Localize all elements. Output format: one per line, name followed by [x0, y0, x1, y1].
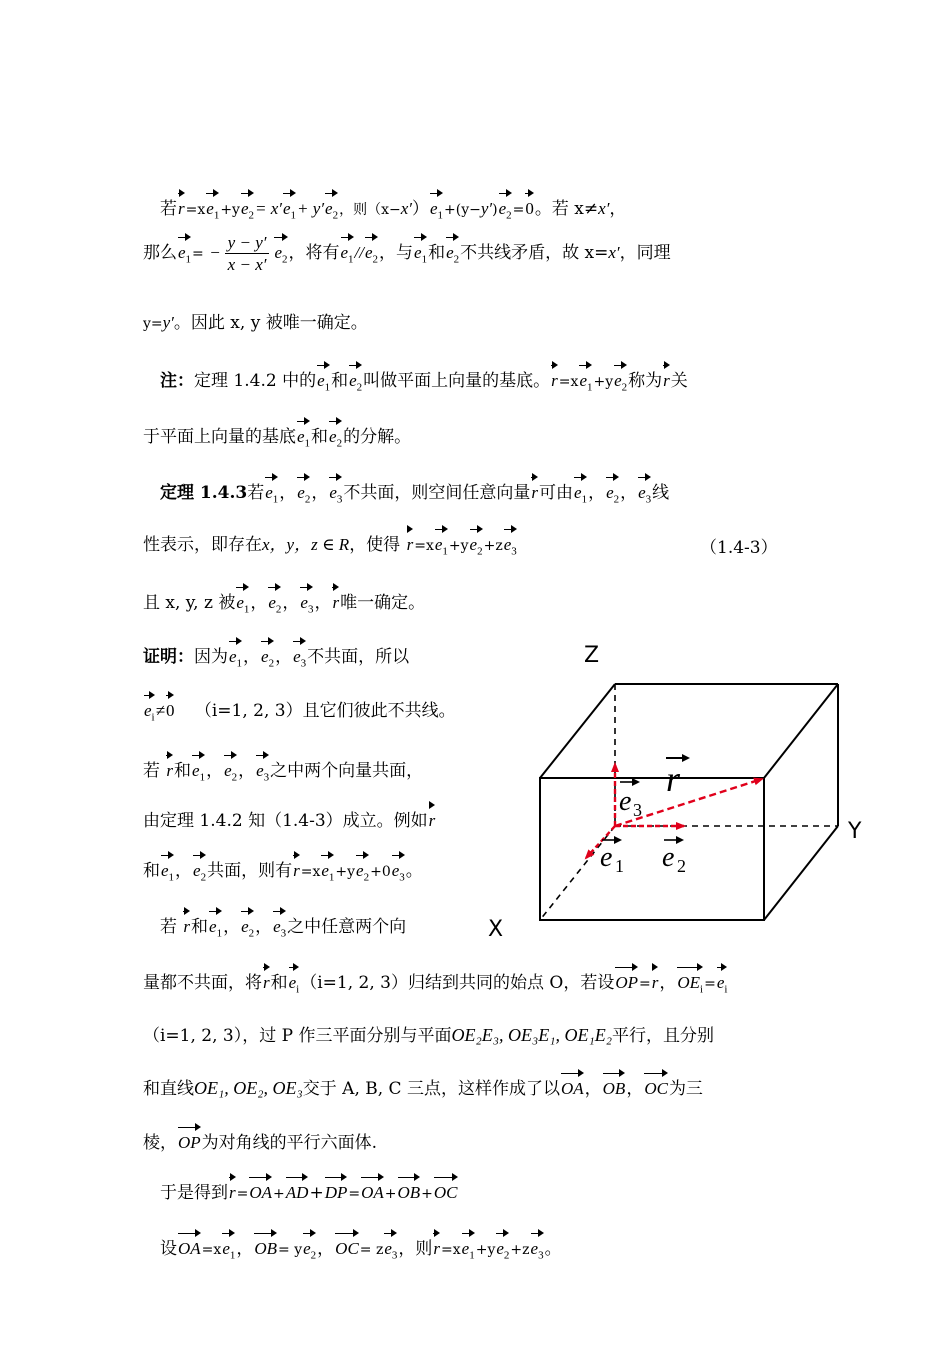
text: ， [282, 593, 300, 613]
text: 。 [544, 1239, 562, 1259]
text: 交于 A, B, C 三点，这样作成了以 [302, 1079, 560, 1099]
vector-e2: $e_2$ [329, 416, 342, 449]
text-line-10 [143, 690, 456, 723]
vector-e1: $e_1$ [579, 360, 592, 393]
text: ，则 [398, 1239, 433, 1259]
svg-text:e: e [619, 786, 632, 817]
text: 定理 1.4.2 中的 [194, 371, 317, 391]
vector-e1: $e_1$ [462, 1228, 475, 1261]
text: 于是得到 [160, 1183, 228, 1203]
text: OE₂E₃, OE₃E₁, OE₁E₂ [451, 1025, 613, 1045]
vector-e2: $e_2$ [496, 1228, 509, 1261]
text-line-7 [143, 524, 518, 557]
text: 叫做平面上向量的基底。 [363, 371, 551, 391]
text-line-16 [143, 1026, 714, 1045]
text: 于平面上向量的基底 [143, 427, 296, 447]
vector-r: r [229, 1172, 236, 1201]
text: 。 [405, 861, 423, 881]
vector-DP: DP [325, 1172, 348, 1201]
vector-r: r [332, 582, 339, 611]
text: 若 [143, 761, 160, 781]
vector-r: r [263, 962, 270, 991]
vector-e2: $e_2$ [356, 850, 369, 883]
svg-text:2: 2 [677, 856, 686, 876]
vector-ei: $e_i$ [289, 962, 300, 995]
svg-text:1: 1 [615, 856, 624, 876]
text: 的分解。 [343, 427, 412, 447]
vector-e1: $e_1$ [206, 188, 219, 221]
label-e1 [600, 836, 624, 876]
text: +y [448, 538, 469, 554]
text: 性表示，即存在 [143, 535, 262, 555]
text: +y [220, 202, 240, 218]
vector-OC: OC [335, 1228, 359, 1257]
vector-OB: OB [398, 1172, 421, 1201]
vector-e1: $e_1$ [265, 472, 278, 505]
text-line-6 [160, 472, 669, 505]
vector-r: r [178, 188, 185, 217]
vector-e2: $e_2$ [274, 232, 287, 265]
text: 和 [311, 427, 329, 447]
text: ， [206, 761, 224, 781]
vector-zero: 0 [525, 188, 534, 217]
vector-e1: $e_1$ [414, 232, 427, 265]
text: 共面，则有 [207, 861, 293, 881]
text: （i=1, 2, 3）归结到共同的始点 O，若设 [300, 973, 615, 993]
text: （i=1, 2, 3），过 P 作三平面分别与平面 [143, 1026, 452, 1046]
vector-e3: $e_3$ [273, 906, 286, 939]
text: =x [201, 1242, 222, 1258]
proof-label: 证明： [143, 647, 194, 667]
vector-e1: $e_1$ [222, 1228, 235, 1261]
svg-text:e: e [600, 842, 613, 873]
fraction-denominator: x − x′ [227, 255, 267, 274]
text: + [421, 1186, 433, 1202]
text: =x [558, 374, 579, 390]
text: =x [441, 1242, 461, 1258]
label-e2 [662, 836, 686, 876]
vector-e2: $e_2$ [606, 472, 619, 505]
vector-e3: $e_3$ [329, 472, 342, 505]
text: ， [279, 483, 297, 503]
text: 称为 [628, 371, 663, 391]
text: OE₁, OE₂, OE₃ [194, 1078, 303, 1098]
text: x′ [400, 199, 412, 218]
text: 若 [160, 917, 177, 937]
text-line-11 [143, 750, 423, 783]
vector-OA: OA [249, 1172, 272, 1201]
vector-r: r [663, 360, 670, 389]
text-line-2 [143, 232, 671, 273]
label-z: Z [584, 643, 600, 668]
vector-OA: OA [561, 1068, 584, 1097]
vector-zero: 0 [166, 690, 175, 719]
text: ，使得 [349, 535, 401, 555]
text: ， [609, 199, 627, 219]
vector-r: r [652, 962, 659, 991]
vector-OEi: $OE_i$ [677, 962, 703, 995]
text: ， [238, 761, 256, 781]
text-line-9 [143, 636, 409, 669]
text-line-20 [160, 1228, 562, 1261]
text: x′ [598, 199, 610, 218]
text: 由定理 1.4.2 知（1.4-3）成立。例如 [143, 811, 428, 831]
text: − [209, 243, 221, 262]
text: ， [620, 483, 638, 503]
text: = [192, 246, 204, 262]
text-line-19 [160, 1172, 459, 1202]
vector-e3: $e_3$ [384, 1228, 397, 1261]
text: 平行，且分别 [612, 1026, 715, 1046]
fraction [225, 234, 270, 273]
vector-e2: $e_2$ [446, 232, 459, 265]
text: ， [588, 483, 606, 503]
text: ， [584, 1079, 602, 1099]
vector-e2: $e_2$ [614, 360, 627, 393]
text: 和 [143, 861, 160, 881]
text: = x′ [255, 199, 282, 218]
vector-e2: $e_2$ [365, 232, 378, 265]
vector-e1: $e_1$ [317, 360, 330, 393]
vector-e3: $e_3$ [638, 472, 651, 505]
text: +y [593, 374, 614, 390]
vector-OB: OB [603, 1068, 626, 1097]
text: 和 [331, 371, 349, 391]
text-line-13 [143, 850, 423, 883]
text-line-4 [160, 360, 688, 393]
text: 不共线矛盾，故 x= [460, 243, 609, 263]
text: +y [335, 864, 356, 880]
front-face [540, 778, 764, 920]
text: =x [185, 202, 206, 218]
theorem-label: 定理 1.4.3 [160, 483, 248, 503]
vector-e1: $e_1$ [229, 636, 242, 669]
text: 因为 [194, 647, 228, 667]
text: x′ [608, 243, 620, 262]
text-line-1 [160, 188, 626, 221]
vector-e3: $e_3$ [256, 750, 269, 783]
text: + y′ [297, 199, 325, 218]
vector-e2: $e_2$ [241, 188, 254, 221]
text: 唯一确定。 [340, 593, 426, 613]
text: +z [483, 538, 503, 554]
text-line-14 [160, 906, 406, 939]
vector-e2: $e_2$ [470, 524, 483, 557]
vector-r: r [166, 750, 173, 779]
text: y= [143, 316, 163, 332]
text: ， [236, 1239, 254, 1259]
text: 若 [247, 483, 265, 503]
vector-AD: AD [286, 1172, 309, 1201]
vector-r: r [551, 360, 558, 389]
vector-e1: $e_1$ [192, 750, 205, 783]
text-line-8 [143, 582, 425, 615]
parallelepiped-figure [480, 636, 880, 946]
vector-ei: $e_i$ [717, 962, 728, 995]
note-label: 注： [160, 371, 194, 391]
vector-e2: $e_2$ [193, 850, 206, 883]
vector-e1: $e_1$ [430, 188, 443, 221]
vector-e2: $e_2$ [499, 188, 512, 221]
fraction-numerator: y − y′ [225, 234, 270, 254]
vector-e2: $e_2$ [224, 750, 237, 783]
vector-e3: $e_3$ [392, 850, 405, 883]
text: 。若 x≠ [534, 199, 599, 219]
vector-e3: $e_3$ [531, 1228, 544, 1261]
text: ， [255, 917, 273, 937]
vector-e1: $e_1$ [435, 524, 448, 557]
vector-e1: $e_1$ [283, 188, 296, 221]
text: + [273, 1186, 285, 1202]
label-r [666, 754, 690, 799]
text: 线 [652, 483, 670, 503]
text: = [512, 202, 525, 218]
edge [764, 826, 838, 920]
vector-e3: $e_3$ [504, 524, 517, 557]
text: ， [243, 647, 261, 667]
vector-OB: OB [254, 1228, 277, 1257]
text: = [704, 976, 716, 992]
text: + [384, 1186, 397, 1202]
text-line-17 [143, 1068, 703, 1098]
text: y′ [162, 313, 174, 332]
vector-e1: $e_1$ [341, 232, 354, 265]
text: 为三 [668, 1079, 703, 1099]
text: 那么 [143, 243, 177, 263]
text: 不共面，则空间任意向量 [343, 483, 531, 503]
svg-text:r: r [666, 759, 681, 799]
text: ， [659, 973, 677, 993]
vector-e2: $e_2$ [268, 582, 281, 615]
text: ， [317, 1239, 335, 1259]
text: ， [314, 593, 332, 613]
vector-OP: OP [178, 1122, 201, 1151]
text: +0 [370, 864, 391, 880]
text-line-15 [143, 962, 728, 995]
vector-e2: $e_2$ [297, 472, 310, 505]
text: 若 [160, 199, 177, 219]
text: ，同理 [619, 243, 671, 263]
text: 设 [160, 1239, 177, 1259]
vector-e3: $e_3$ [300, 582, 313, 615]
text: 关 [670, 371, 688, 391]
vector-r: r [429, 800, 436, 829]
text: ，将有 [288, 243, 340, 263]
vector-e3: $e_3$ [293, 636, 306, 669]
vector-e2: $e_2$ [303, 1228, 316, 1261]
text: + [309, 1183, 324, 1203]
text: 和 [191, 917, 209, 937]
text: 不共面，所以 [307, 647, 410, 667]
edge [540, 684, 615, 778]
text: +y [475, 1242, 496, 1258]
text: = [639, 976, 651, 992]
vector-OC: OC [434, 1172, 458, 1201]
text: 为对角线的平行六面体. [201, 1133, 378, 1153]
vector-r: r [531, 472, 538, 501]
text: = [348, 1186, 361, 1202]
vector-e1: $e_1$ [178, 232, 191, 265]
text: +(y− [444, 202, 481, 218]
text: 和直线 [143, 1079, 194, 1099]
text: ， [311, 483, 329, 503]
vector-OP: OP [615, 962, 638, 991]
text: ） [412, 199, 429, 219]
text: 棱， [143, 1133, 177, 1153]
text: +z [510, 1242, 530, 1258]
text: =x [414, 538, 434, 554]
text: = [236, 1186, 249, 1202]
text: ≠ [155, 701, 165, 720]
vector-e1: $e_1$ [209, 906, 222, 939]
text: 和 [428, 243, 446, 263]
vector-e1: $e_1$ [236, 582, 249, 615]
vector-e2: $e_2$ [241, 906, 254, 939]
text: =x [300, 864, 321, 880]
vector-e1: $e_1$ [297, 416, 310, 449]
text: 量都不共面，将 [143, 973, 262, 993]
edge [764, 684, 838, 778]
text: ， [175, 861, 193, 881]
vector-ei: $e_i$ [144, 690, 155, 723]
text: 和 [174, 761, 192, 781]
text-line-18 [143, 1122, 377, 1152]
text: ， [626, 1079, 644, 1099]
label-e3 [619, 778, 642, 820]
vector-OA: OA [178, 1228, 201, 1257]
vector-e2: $e_2$ [349, 360, 362, 393]
vector-r: r [293, 850, 300, 879]
vector-e1: $e_1$ [574, 472, 587, 505]
vector-r: r [433, 1228, 440, 1257]
text-line-12 [143, 800, 436, 830]
text: x，y，z ∈ R [262, 535, 350, 554]
vector-OA: OA [361, 1172, 384, 1201]
text: ，则（x− [339, 202, 401, 218]
vector-e1: $e_1$ [321, 850, 334, 883]
text: ， [223, 917, 241, 937]
text: = y [278, 1242, 303, 1258]
text: 之中两个向量共面， [270, 761, 424, 781]
text: // [354, 243, 364, 262]
label-y: Y [848, 819, 862, 844]
text: y′ [480, 199, 493, 218]
vector-e2: $e_2$ [325, 188, 338, 221]
vector-e1: $e_1$ [161, 850, 174, 883]
text: ， [250, 593, 268, 613]
text: 和 [270, 973, 288, 993]
vector-r: r [407, 524, 414, 553]
text: ) [492, 202, 498, 218]
text: 可由 [539, 483, 574, 503]
text: 。因此 x, y 被唯一确定。 [173, 313, 368, 333]
text: 之中任意两个向 [287, 917, 407, 937]
vector-OC: OC [644, 1068, 668, 1097]
text-line-3 [143, 314, 368, 332]
svg-text:e: e [662, 842, 675, 873]
vector-e2: $e_2$ [261, 636, 274, 669]
equation-number: （1.4-3） [700, 538, 778, 558]
vector-r: r [183, 906, 190, 935]
text: ，与 [379, 243, 414, 263]
text: = z [359, 1242, 384, 1258]
text: ， [275, 647, 293, 667]
label-x: X [488, 917, 504, 942]
text-line-5 [143, 416, 411, 449]
text: 且 x, y, z 被 [143, 593, 236, 613]
svg-text:3: 3 [633, 800, 642, 820]
text: （i=1, 2, 3）且它们彼此不共线。 [194, 701, 456, 721]
